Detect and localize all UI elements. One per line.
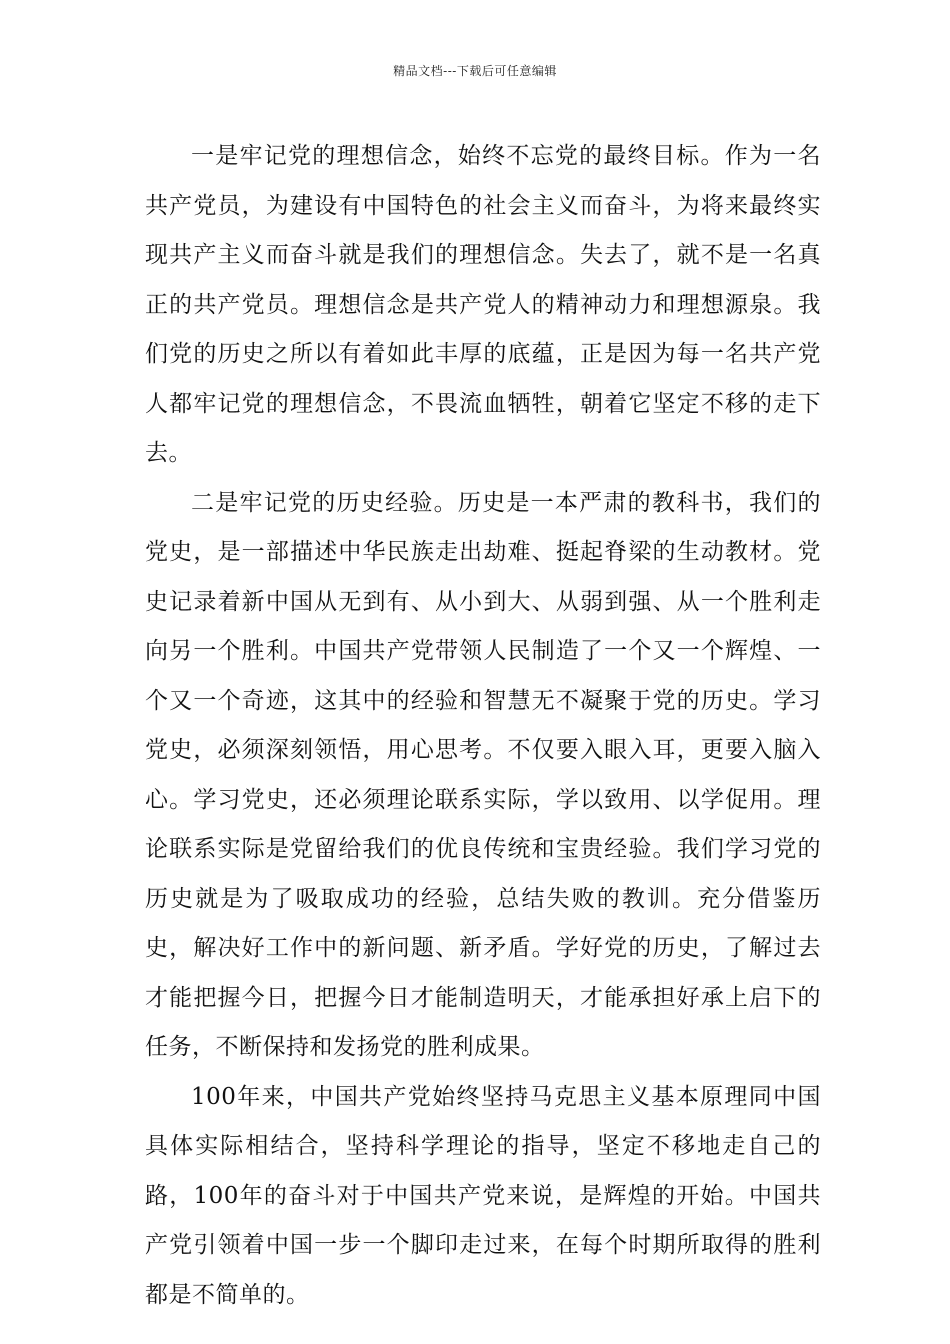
- paragraph-history-experience: 二是牢记党的历史经验。历史是一本严肃的教科书，我们的党史，是一部描述中华民族走出劫难、挺起脊梁的生动教材。党史记录着新中国从无到有、从小到大、从弱到强、从一个胜利走向另一个胜利。中国共产党带领人民制造了一个又一个辉煌、一个又一个奇迹，这其中的经验和智慧无不凝聚于党的历史。学习党史，必须深刻领悟，用心思考。不仅要入眼入耳，更要入脑入心。学习党史，还必须理论联系实际，学以致用、以学促用。理论联系实际是党留给我们的优良传统和宝贵经验。我们学习党的历史就是为了吸取成功的经验，总结失败的教训。充分借鉴历史，解决好工作中的新问题、新矛盾。学好党的历史，了解过去才能把握今日，把握今日才能制造明天，才能承担好承上启下的任务，不断保持和发扬党的胜利成果。: [145, 489, 821, 1060]
- paragraph-hundred-years: 100年来，中国共产党始终坚持马克思主义基本原理同中国具体实际相结合，坚持科学理论的指导，坚定不移地走自己的路，100年的奋斗对于中国共产党来说，是辉煌的开始。中国共产党引领着中国一步一个脚印走过来，在每个时期所取得的胜利都是不简单的。: [145, 1083, 821, 1308]
- page-header: 精品文档---下载后可任意编辑: [393, 64, 557, 78]
- paragraph-ideals: 一是牢记党的理想信念，始终不忘党的最终目标。作为一名共产党员，为建设有中国特色的社会主义而奋斗，为将来最终实现共产主义而奋斗就是我们的理想信念。失去了，就不是一名真正的共产党员。理想信念是共产党人的精神动力和理想源泉。我们党的历史之所以有着如此丰厚的底蕴，正是因为每一名共产党人都牢记党的理想信念，不畏流血牺牲，朝着它坚定不移的走下去。: [145, 143, 821, 466]
- document-body: [145, 132, 821, 1320]
